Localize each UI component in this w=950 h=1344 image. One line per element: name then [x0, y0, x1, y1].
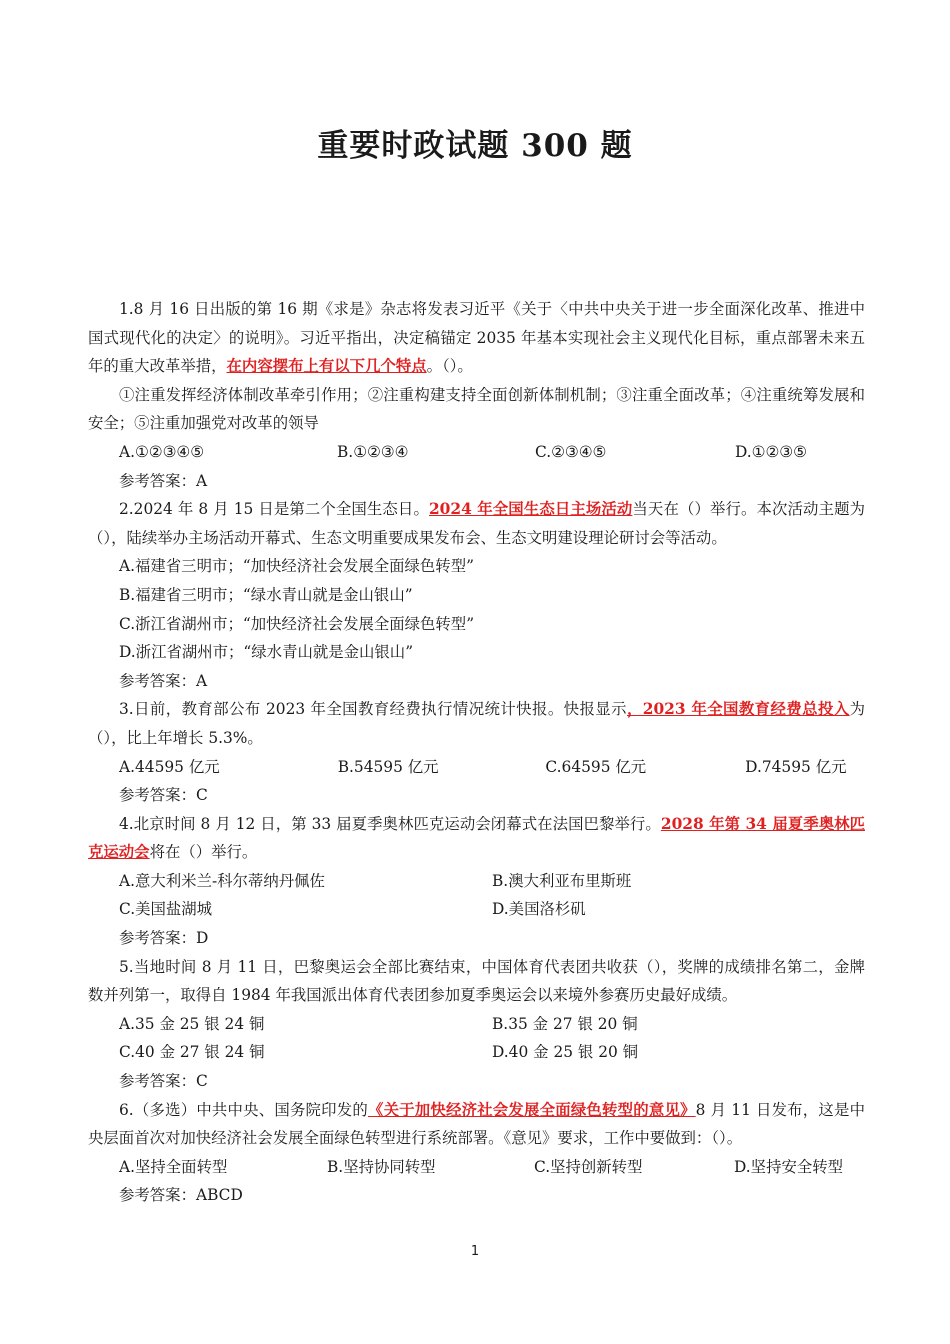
question-5-answer: 参考答案：C: [119, 1072, 208, 1091]
option-b: B.54595 亿元: [337, 757, 439, 776]
question-1-options: [88, 438, 865, 467]
question-list: [88, 295, 865, 1210]
option-a: A.福建省三明市；“加快经济社会发展全面绿色转型”: [119, 557, 474, 576]
question-3-answer: 参考答案：C: [119, 786, 208, 805]
option-d: D.①②③⑤: [735, 442, 807, 461]
question-5-options-row-1: [88, 1010, 865, 1039]
question-1-stem: 1.8 月 16 日出版的第 16 期《求是》杂志将发表习近平《关于〈中共中央关于进一步全面深化改革、推进中国式现代化的决定〉的说明》。习近平指出，决定稿锚定 2035 年基本实现社会主义现代化目标，重点部署未来五年的重大改革举措，在内容摆布上有以下几个特点。（）。: [88, 300, 865, 376]
option-c: C.②③④⑤: [535, 442, 607, 461]
option-c: C.40 金 27 银 24 铜: [119, 1043, 265, 1062]
option-c: C.美国盐湖城: [119, 900, 213, 919]
question-3-options: [88, 753, 865, 782]
question-6-options: [88, 1153, 865, 1182]
option-b: B.福建省三明市；“绿水青山就是金山银山”: [119, 585, 413, 604]
option-d: D.美国洛杉矶: [492, 900, 586, 919]
option-a: A.44595 亿元: [119, 757, 220, 776]
option-d: D.浙江省湖州市；“绿水青山就是金山银山”: [119, 643, 414, 662]
option-d: D.坚持安全转型: [734, 1157, 844, 1176]
option-b: B.①②③④: [337, 442, 409, 461]
option-b: B.坚持协同转型: [327, 1157, 436, 1176]
question-2-answer: 参考答案：A: [119, 671, 208, 690]
highlight-text: 《关于加快经济社会发展全面绿色转型的意见》: [367, 1100, 696, 1119]
highlight-text: ，2023 年全国教育经费总投入: [626, 700, 850, 719]
question-5-stem: 5.当地时间 8 月 11 日，巴黎奥运会全部比赛结束，中国体育代表团共收获（），奖牌的成绩排名第二，金牌数并列第一，取得自 1984 年我国派出体育代表团参加夏季奥运会以来境外参赛历史最好成绩。: [88, 957, 865, 1005]
question-4-answer: 参考答案：D: [119, 929, 209, 948]
question-6-stem: 6.（多选）中共中央、国务院印发的《关于加快经济社会发展全面绿色转型的意见》8 月 11 日发布，这是中央层面首次对加快经济社会发展全面绿色转型进行系统部署。《意见》要求，工作中要做到：（）。: [88, 1100, 865, 1148]
option-a: A.①②③④⑤: [119, 442, 204, 461]
question-6-answer: 参考答案：ABCD: [119, 1186, 243, 1205]
option-b: B.澳大利亚布里斯班: [492, 871, 632, 890]
question-4-options-row-2: [88, 895, 865, 924]
page-number: 1: [470, 1244, 480, 1259]
question-1-statements: ①注重发挥经济体制改革牵引作用；②注重构建支持全面创新体制机制；③注重全面改革；④注重统筹发展和安全；⑤注重加强党对改革的领导: [88, 385, 865, 433]
question-4-options-row-1: [88, 867, 865, 896]
question-2-stem: 2.2024 年 8 月 15 日是第二个全国生态日。2024 年全国生态日主场活动当天在（）举行。本次活动主题为（），陆续举办主场活动开幕式、生态文明重要成果发布会、生态文明建设理论研讨会等活动。: [88, 500, 865, 547]
question-1-answer: 参考答案：A: [119, 471, 208, 490]
option-c: C.坚持创新转型: [534, 1157, 643, 1176]
highlight-text: 在内容摆布上有以下几个特点: [226, 357, 427, 376]
option-c: C.浙江省湖州市；“加快经济社会发展全面绿色转型”: [119, 614, 475, 633]
document-title: 重要时政试题 300 题: [317, 128, 633, 164]
question-5-options-row-2: [88, 1038, 865, 1067]
highlight-text: 2024 年全国生态日主场活动: [428, 500, 633, 519]
option-d: D.74595 亿元: [745, 757, 847, 776]
option-b: B.35 金 27 银 20 铜: [492, 1014, 638, 1033]
option-a: A.意大利米兰-科尔蒂纳丹佩佐: [119, 871, 325, 890]
option-c: C.64595 亿元: [545, 757, 647, 776]
question-3-stem: 3.日前，教育部公布 2023 年全国教育经费执行情况统计快报。快报显示，2023 年全国教育经费总投入为（），比上年增长 5.3%。: [88, 700, 866, 747]
option-a: A.35 金 25 银 24 铜: [119, 1014, 265, 1033]
question-4-stem: 4.北京时间 8 月 12 日，第 33 届夏季奥林匹克运动会闭幕式在法国巴黎举行。2028 年第 34 届夏季奥林匹克运动会将在（）举行。: [88, 814, 866, 862]
highlight-text: 2028 年第 34 届夏季奥林匹克运动会: [88, 814, 866, 862]
option-a: A.坚持全面转型: [119, 1157, 228, 1176]
option-d: D.40 金 25 银 20 铜: [492, 1043, 639, 1062]
